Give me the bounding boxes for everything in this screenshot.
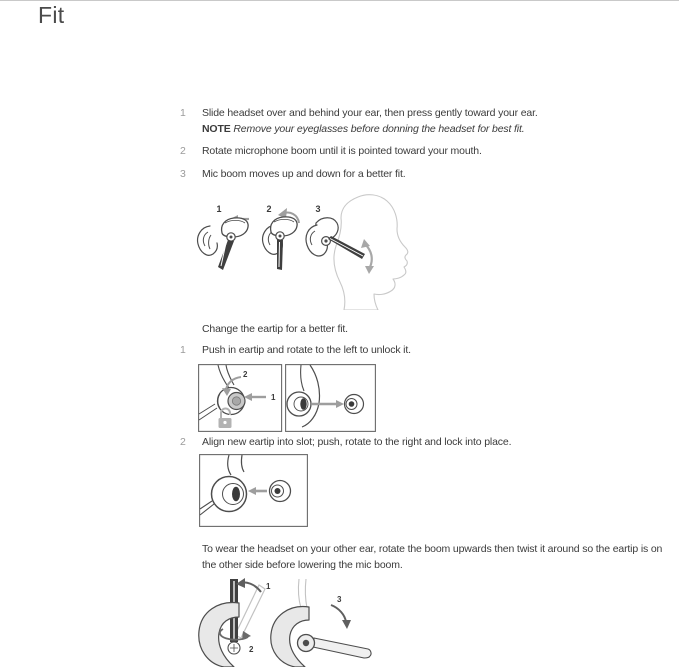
figure-flip-illustration	[185, 578, 385, 667]
eartip-icon	[270, 481, 291, 502]
other-ear-paragraph: To wear the headset on your other ear, rotate the boom upwards then twist it around so the eartip is on the other side before lowering the mic boom.	[202, 543, 663, 571]
step-text: Mic boom moves up and down for a better fit.	[202, 168, 406, 180]
headset-icon	[218, 218, 248, 270]
eartip-intro: Change the eartip for a better fit.	[202, 323, 348, 335]
step-number: 3	[180, 168, 186, 180]
figure-step-label: 2	[243, 370, 248, 379]
figure-step-label: 1	[271, 393, 276, 402]
figure-step-label: 3	[315, 204, 321, 214]
step-number: 2	[180, 145, 186, 157]
step-number: 2	[180, 436, 186, 448]
figure-step-label: 1	[266, 582, 271, 591]
boom-lower-arrow-icon	[331, 605, 351, 629]
note-text: Remove your eyeglasses before donning the headset for best fit.	[233, 122, 525, 135]
step-text: Align new eartip into slot; push, rotate to the right and lock into place.	[202, 436, 512, 448]
step-text: Rotate microphone boom until it is pointed toward your mouth.	[202, 145, 482, 157]
boom-lowered-headset-icon	[271, 579, 371, 667]
fit-step-2	[180, 144, 482, 160]
eartip-step-1	[180, 343, 411, 359]
fit-step-1	[180, 106, 538, 137]
step-text	[202, 106, 538, 137]
figure-step-label: 1	[216, 204, 222, 214]
step-text-line: Slide headset over and behind your ear, then press gently toward your ear.	[202, 107, 538, 119]
step-number: 1	[180, 344, 186, 356]
figure-step-label: 3	[337, 595, 342, 604]
fit-step-3	[180, 167, 406, 183]
figure-step-label: 2	[266, 204, 272, 214]
note-label: NOTE	[202, 122, 231, 135]
page-title: Fit	[38, 2, 65, 28]
step-number: 1	[180, 107, 186, 119]
eartip-step-2	[180, 435, 511, 451]
ear-icon	[198, 226, 218, 255]
boom-raised-headset-icon	[199, 579, 265, 667]
eartip-icon	[345, 395, 364, 414]
top-divider	[0, 0, 679, 1]
step-text: Push in eartip and rotate to the left to unlock it.	[202, 344, 411, 356]
figure-insert-illustration	[199, 454, 308, 527]
figure-unlock-illustration	[198, 364, 376, 432]
figure-fit-illustration	[195, 192, 415, 310]
figure-step-label: 2	[249, 645, 254, 654]
